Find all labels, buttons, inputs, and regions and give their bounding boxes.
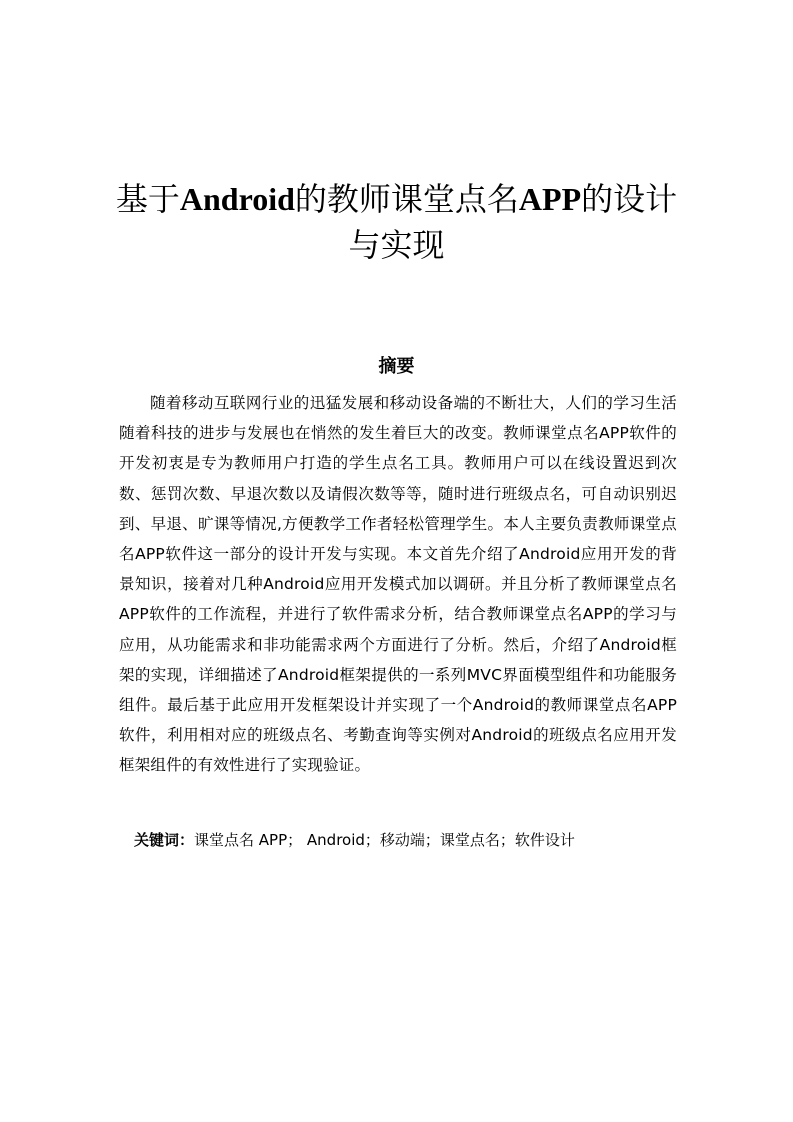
abstract-heading: 摘要 (378, 356, 415, 377)
title-part-1: 基于 (115, 180, 180, 218)
title-part-4: APP (518, 181, 582, 217)
abstract-body: 随着移动互联网行业的迅猛发展和移动设备端的不断壮大，人们的学习生活随着科技的进步与发展也在悄然的发生着巨大的改变。教师课堂点名APP软件的开发初衷是专为教师用户打造的学生点名工具。教师用户可以在线设置迟到次数、惩罚次数、早退次数以及请假次数等等，随时进行班级点名，可自动识别迟到、早退、旷课等情况,方便教学工作者轻松管理学生。本人主要负责教师课堂点名APP软件这一部分的设计开发与实现。本文首先介绍了Android应用开发的背景知识，接着对几种Android应用开发模式加以调研。并且分析了教师课堂点名APP软件的工作流程，并进行了软件需求分析，结合教师课堂点名APP的学习与应用，从功能需求和非功能需求两个方面进行了分析。然后，介绍了Android框架的实现，详细描述了Android框架提供的一系列MVC界面模型组件和功能服务组件。最后基于此应用开发框架设计并实现了一个Android的教师课堂点名APP软件，利用相对应的班级点名、考勤查询等实例对Android的班级点名应用开发框架组件的有效性进行了实现验证。 (119, 394, 677, 775)
title-part-5: 的设计与实现 (348, 180, 678, 264)
title-part-2: Android (179, 181, 295, 217)
title-part-3: 的教师课堂点名 (294, 180, 519, 218)
keywords-label: 关键词： (134, 831, 195, 849)
document-title (110, 176, 683, 268)
keywords-text: 课堂点名 APP； Android；移动端；课堂点名；软件设计 (194, 831, 575, 849)
keywords-line (134, 827, 694, 853)
